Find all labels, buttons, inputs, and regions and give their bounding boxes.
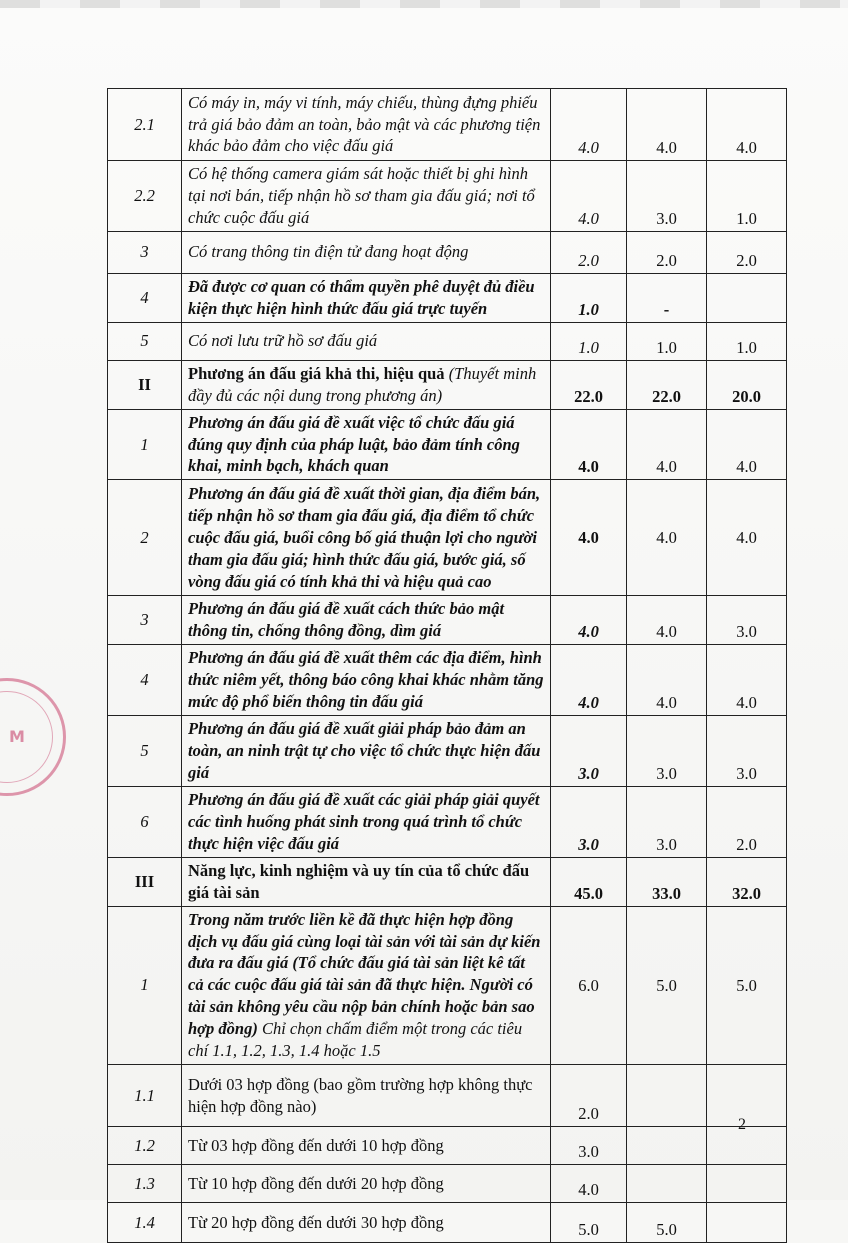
criterion-text: Có trang thông tin điện tử đang hoạt động — [182, 231, 551, 273]
score-a — [627, 1165, 707, 1203]
row-number: 4 — [108, 645, 182, 716]
table-row — [108, 596, 787, 645]
criterion-text: Có nơi lưu trữ hồ sơ đấu giá — [182, 322, 551, 360]
score-a — [627, 1127, 707, 1165]
table-row — [108, 716, 787, 787]
score-b: 5.0 — [707, 906, 787, 1065]
criterion-text: Phương án đấu giá đề xuất thêm các địa điểm, hình thức niêm yết, thông báo công khai khác nhằm tăng mức độ phổ biến thông tin đấu giá — [182, 645, 551, 716]
max-score: 4.0 — [551, 161, 627, 232]
criterion-text: Phương án đấu giá đề xuất thời gian, địa điểm bán, tiếp nhận hồ sơ tham gia đấu giá, địa điểm tổ chức cuộc đấu giá, buổi công bố giá thuận lợi cho người tham gia đấu giá; hình thức đấu giá, bước giá, số vòng đấu giá có tính khả thi và hiệu quả cao — [182, 480, 551, 596]
page-number: 2 — [738, 1116, 746, 1133]
table-row — [108, 273, 787, 322]
section-row — [108, 360, 787, 409]
table-row — [108, 906, 787, 1065]
score-b: 32.0 — [707, 857, 787, 906]
row-number: 2.2 — [108, 161, 182, 232]
max-score: 3.0 — [551, 1127, 627, 1165]
score-b: 20.0 — [707, 360, 787, 409]
max-score: 4.0 — [551, 409, 627, 480]
score-a: 4.0 — [627, 409, 707, 480]
criterion-text: Từ 20 hợp đồng đến dưới 30 hợp đồng — [182, 1203, 551, 1243]
table-row — [108, 1065, 787, 1127]
max-score: 4.0 — [551, 596, 627, 645]
row-number: 4 — [108, 273, 182, 322]
score-b: 1.0 — [707, 322, 787, 360]
max-score: 6.0 — [551, 906, 627, 1065]
max-score: 45.0 — [551, 857, 627, 906]
criterion-note: Chỉ chọn chấm điểm một trong các tiêu chí 1.1, 1.2, 1.3, 1.4 hoặc 1.5 — [188, 1019, 523, 1061]
criterion-text: Phương án đấu giá đề xuất giải pháp bảo đảm an toàn, an ninh trật tự cho việc tổ chức thực hiện đấu giá — [182, 716, 551, 787]
section-title: Năng lực, kinh nghiệm và uy tín của tổ chức đấu giá tài sản — [182, 857, 551, 906]
table-row — [108, 645, 787, 716]
score-b: 4.0 — [707, 645, 787, 716]
scoring-table — [107, 88, 787, 1243]
score-b: 4.0 — [707, 480, 787, 596]
max-score: 4.0 — [551, 480, 627, 596]
criterion-text: Dưới 03 hợp đồng (bao gồm trường hợp không thực hiện hợp đồng nào) — [182, 1065, 551, 1127]
table-row — [108, 231, 787, 273]
criterion-text: Từ 10 hợp đồng đến dưới 20 hợp đồng — [182, 1165, 551, 1203]
red-seal-inner-ring — [0, 691, 53, 783]
score-a: - — [627, 273, 707, 322]
score-a: 4.0 — [627, 645, 707, 716]
criterion-text: Phương án đấu giá đề xuất việc tổ chức đấu giá đúng quy định của pháp luật, bảo đảm tính công khai, minh bạch, khách quan — [182, 409, 551, 480]
table-row — [108, 786, 787, 857]
criterion-text: Đã được cơ quan có thẩm quyền phê duyệt đủ điều kiện thực hiện hình thức đấu giá trực tuyến — [182, 273, 551, 322]
score-a: 3.0 — [627, 716, 707, 787]
max-score: 2.0 — [551, 231, 627, 273]
row-number: 3 — [108, 596, 182, 645]
row-number: 1 — [108, 409, 182, 480]
score-a: 2.0 — [627, 231, 707, 273]
red-seal — [0, 678, 66, 796]
score-b: 4.0 — [707, 89, 787, 161]
row-number: 1.3 — [108, 1165, 182, 1203]
section-number: II — [108, 360, 182, 409]
row-number: 2.1 — [108, 89, 182, 161]
max-score: 1.0 — [551, 322, 627, 360]
table-row — [108, 1203, 787, 1243]
score-a: 3.0 — [627, 786, 707, 857]
red-seal-text: M — [9, 727, 25, 746]
section-title — [182, 360, 551, 409]
score-a: 5.0 — [627, 1203, 707, 1243]
criterion-text: Có hệ thống camera giám sát hoặc thiết bị ghi hình tại nơi bán, tiếp nhận hồ sơ tham gia đấu giá; nơi tổ chức cuộc đấu giá — [182, 161, 551, 232]
score-b — [707, 1065, 787, 1127]
score-b: 1.0 — [707, 161, 787, 232]
score-b: 4.0 — [707, 409, 787, 480]
score-b: 3.0 — [707, 716, 787, 787]
criterion-text: Phương án đấu giá đề xuất các giải pháp giải quyết các tình huống phát sinh trong quá trình tổ chức thực hiện việc đấu giá — [182, 786, 551, 857]
row-number: 1 — [108, 906, 182, 1065]
criterion-text: Phương án đấu giá đề xuất cách thức bảo mật thông tin, chống thông đồng, dìm giá — [182, 596, 551, 645]
table-row — [108, 161, 787, 232]
max-score: 4.0 — [551, 89, 627, 161]
score-a: 22.0 — [627, 360, 707, 409]
row-number: 2 — [108, 480, 182, 596]
score-b — [707, 1165, 787, 1203]
max-score: 4.0 — [551, 1165, 627, 1203]
max-score: 1.0 — [551, 273, 627, 322]
table-row — [108, 480, 787, 596]
max-score: 2.0 — [551, 1065, 627, 1127]
score-a: 4.0 — [627, 596, 707, 645]
table-row — [108, 89, 787, 161]
score-a: 4.0 — [627, 480, 707, 596]
score-b — [707, 273, 787, 322]
table-row — [108, 409, 787, 480]
max-score: 3.0 — [551, 786, 627, 857]
section-title-text: Phương án đấu giá khả thi, hiệu quả — [188, 363, 445, 383]
row-number: 6 — [108, 786, 182, 857]
table-row — [108, 322, 787, 360]
table-row — [108, 1165, 787, 1203]
max-score: 3.0 — [551, 716, 627, 787]
score-b: 2.0 — [707, 231, 787, 273]
max-score: 5.0 — [551, 1203, 627, 1243]
max-score: 4.0 — [551, 645, 627, 716]
score-b — [707, 1203, 787, 1243]
section-note: (Thuyết minh đầy đủ các nội dung trong phương án) — [188, 363, 537, 405]
criterion-text — [182, 906, 551, 1065]
row-number: 5 — [108, 716, 182, 787]
row-number: 1.4 — [108, 1203, 182, 1243]
criterion-text: Có máy in, máy vi tính, máy chiếu, thùng đựng phiếu trả giá bảo đảm an toàn, bảo mật và các phương tiện khác bảo đảm cho việc đấu giá — [182, 89, 551, 161]
row-number: 3 — [108, 231, 182, 273]
score-a: 3.0 — [627, 161, 707, 232]
score-a: 1.0 — [627, 322, 707, 360]
row-number: 1.1 — [108, 1065, 182, 1127]
score-a: 5.0 — [627, 906, 707, 1065]
score-b: 3.0 — [707, 596, 787, 645]
row-number: 1.2 — [108, 1127, 182, 1165]
max-score: 22.0 — [551, 360, 627, 409]
score-a: 4.0 — [627, 89, 707, 161]
score-a: 33.0 — [627, 857, 707, 906]
section-row — [108, 857, 787, 906]
section-number: III — [108, 857, 182, 906]
score-a — [627, 1065, 707, 1127]
table-row — [108, 1127, 787, 1165]
score-b — [707, 1127, 787, 1165]
scan-edge — [0, 0, 848, 8]
row-number: 5 — [108, 322, 182, 360]
criterion-main-text: Trong năm trước liền kề đã thực hiện hợp đồng dịch vụ đấu giá cùng loại tài sản với tài sản dự kiến đưa ra đấu giá (Tổ chức đấu giá tài sản liệt kê tất cả các cuộc đấu giá tài sản đã thực hiện. Người có tài sản không yêu cầu nộp bản chính hoặc bản sao hợp đồng) — [188, 909, 541, 1039]
score-b: 2.0 — [707, 786, 787, 857]
criterion-text: Từ 03 hợp đồng đến dưới 10 hợp đồng — [182, 1127, 551, 1165]
